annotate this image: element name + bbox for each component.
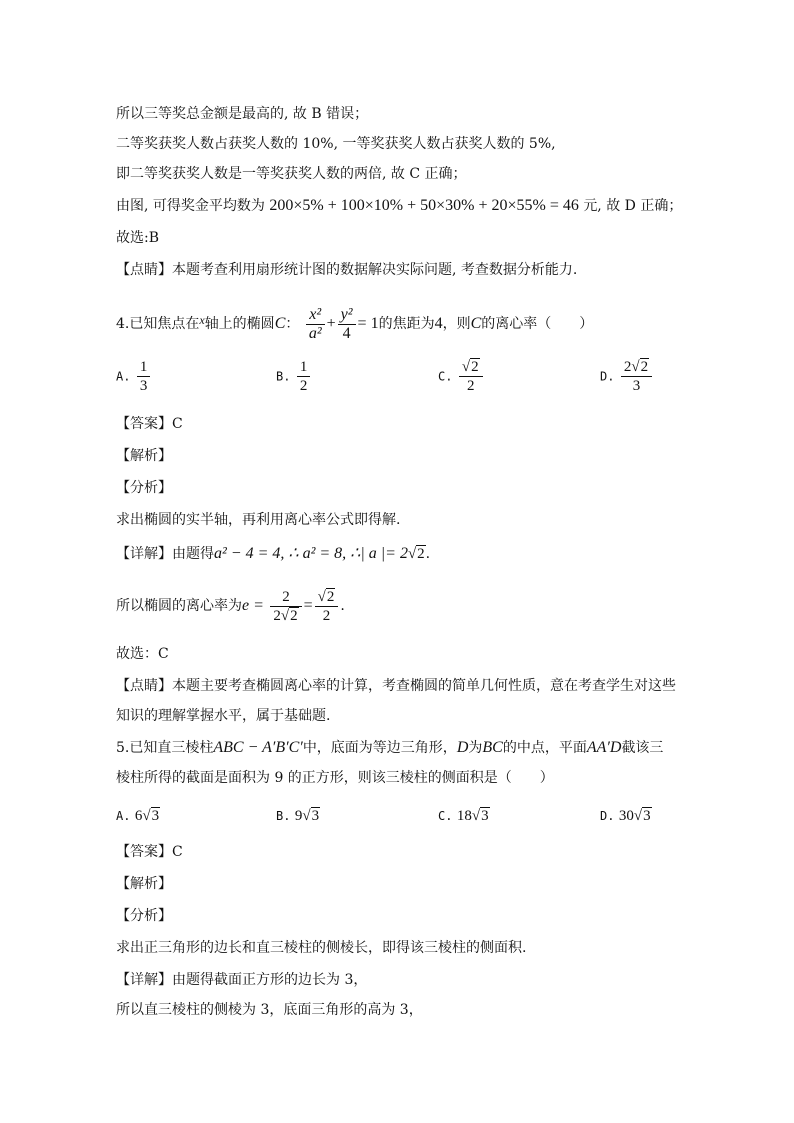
text-span: 为	[468, 740, 483, 756]
option-label: C.	[438, 809, 453, 823]
text-line: 求出椭圆的实半轴，再利用离心率公式即得解.	[116, 512, 401, 528]
ecc-line	[116, 586, 345, 626]
option-label: C.	[438, 369, 453, 384]
fenxi-heading: 【分析】	[116, 480, 172, 496]
denominator: 2√2	[273, 607, 298, 624]
question-5-stem: 棱柱所得的截面是面积为 9 的正方形，则该三棱柱的侧面积是（ ）	[116, 770, 554, 786]
math-op: +	[326, 315, 336, 332]
text-span: .	[340, 598, 345, 614]
denominator: 3	[139, 378, 148, 394]
option-b	[276, 358, 312, 395]
math-op: = 1	[357, 315, 379, 332]
text-line: 即二等奖获奖人数是一等奖获奖人数的两倍, 故 C 正确；	[116, 166, 467, 182]
math-var: AA′D	[586, 739, 622, 756]
answer-line: 【答案】C	[116, 416, 183, 432]
numerator: 1	[137, 358, 151, 377]
question-5-stem	[116, 738, 663, 758]
text-span: 由图, 可得奖金平均数为	[116, 198, 265, 214]
sqrt: 9√3	[294, 808, 320, 824]
numerator: √2	[459, 358, 483, 377]
numerator: 2	[270, 588, 301, 607]
text-span: 【详解】由题得	[116, 546, 214, 562]
math-var: C	[470, 315, 482, 332]
denominator: a²	[308, 324, 322, 342]
analysis-heading: 【解析】	[116, 448, 172, 464]
remark-line: 【点睛】本题主要考查椭圆离心率的计算，考查椭圆的简单几何性质，意在考查学生对这些	[116, 678, 676, 694]
option-label: A.	[116, 369, 131, 384]
math-op: =	[303, 597, 313, 614]
sqrt: 18√3	[456, 808, 489, 824]
text-line: 二等奖获奖人数占获奖人数的 10%, 一等奖获奖人数占获奖人数的 5%,	[116, 136, 556, 152]
math-num: 4	[434, 315, 443, 332]
numerator: y²	[338, 306, 356, 325]
sqrt: 30√3	[618, 808, 651, 824]
option-label: B.	[276, 809, 291, 823]
radicand: 2	[640, 359, 649, 375]
fraction	[338, 306, 356, 343]
numerator: √2	[315, 588, 339, 607]
fraction	[306, 306, 325, 343]
fraction	[137, 358, 151, 395]
radicand: 2	[471, 359, 479, 375]
text-span: .	[425, 546, 431, 562]
text-line: 所以直三棱柱的侧棱为 3，底面三角形的高为 3，	[116, 1002, 423, 1018]
denominator: 4	[342, 324, 351, 342]
fraction	[621, 358, 652, 395]
denominator: 2	[322, 607, 331, 624]
numerator: 2√2	[621, 358, 652, 377]
radicand: 3	[643, 808, 651, 824]
remark-line: 知识的理解掌握水平，属于基础题.	[116, 708, 331, 724]
remark-line: 【点睛】本题考查利用扇形统计图的数据解决实际问题, 考查数据分析能力.	[116, 262, 578, 278]
coefficient: 18	[456, 808, 472, 824]
radicand: 3	[151, 808, 160, 824]
text-span: 元, 故 D 正确；	[583, 198, 683, 214]
choose-line: 故选：C	[116, 646, 169, 662]
text-span: ，则	[442, 316, 471, 332]
text-span: 中，底面为等边三角形，	[302, 740, 457, 756]
coefficient: 9	[294, 808, 303, 824]
formula: 200×5% + 100×10% + 50×30% + 20×55% = 46	[269, 197, 579, 214]
text-span: 的中点，平面	[502, 740, 587, 756]
option-a	[116, 358, 152, 395]
text-span: ：	[285, 316, 300, 332]
answer-line: 【答案】C	[116, 844, 183, 860]
math-var: C	[274, 315, 286, 332]
text-span: 轴上的椭圆	[204, 316, 275, 332]
formula: a² − 4 = 4, ∴ a² = 8, ∴| a |= 2	[214, 545, 408, 562]
option-label: D.	[600, 809, 615, 823]
math-var: D	[456, 739, 469, 756]
fraction	[315, 588, 339, 625]
detail-line: 【详解】由题得截面正方形的边长为 3，	[116, 972, 368, 988]
text-line: 故选:B	[116, 230, 160, 246]
sqrt: 6√3	[134, 808, 160, 824]
coefficient: 2	[273, 607, 281, 624]
analysis-heading: 【解析】	[116, 876, 172, 892]
fraction	[270, 588, 301, 625]
formula: ABC − A′B′C′	[213, 739, 303, 756]
option-label: D.	[600, 369, 615, 384]
denominator: 2	[467, 378, 475, 394]
text-span: 的焦距为	[378, 316, 435, 332]
radicand: 3	[311, 808, 320, 824]
option-b	[276, 806, 320, 826]
option-d	[600, 358, 654, 395]
formula: e =	[242, 597, 264, 614]
coefficient: 2	[623, 359, 632, 375]
radicand: 3	[481, 808, 489, 824]
text-span: 所以椭圆的离心率为	[116, 598, 242, 614]
text-line	[116, 196, 682, 216]
option-c	[438, 358, 485, 395]
fraction	[459, 358, 483, 395]
math-var: BC	[482, 739, 503, 756]
sqrt: √2	[407, 546, 425, 562]
text-line: 所以三等奖总金额是最高的, 故 B 错误；	[116, 106, 369, 122]
numerator: 1	[297, 358, 311, 377]
question-4-stem	[116, 300, 593, 344]
option-c	[438, 806, 490, 826]
fraction	[297, 358, 311, 395]
text-span: 截该三	[621, 740, 664, 756]
denominator: 2	[299, 378, 308, 394]
fenxi-heading: 【分析】	[116, 908, 172, 924]
option-label: B.	[276, 369, 291, 384]
numerator: x²	[306, 306, 325, 325]
radicand: 2	[417, 546, 425, 562]
option-a	[116, 806, 160, 826]
text-span: 4.已知焦点在	[116, 316, 200, 332]
text-span: 的离心率（ ）	[481, 316, 594, 332]
radicand: 2	[290, 607, 298, 624]
math-var: x	[199, 313, 205, 327]
coefficient: 6	[134, 808, 143, 824]
radicand: 2	[326, 588, 335, 605]
text-span: 5.已知直三棱柱	[116, 740, 214, 756]
denominator: 3	[632, 378, 641, 394]
coefficient: 30	[618, 808, 634, 824]
option-d	[600, 806, 652, 826]
detail-line	[116, 544, 430, 564]
text-line: 求出正三角形的边长和直三棱柱的侧棱长，即得该三棱柱的侧面积.	[116, 940, 527, 956]
option-label: A.	[116, 809, 131, 823]
